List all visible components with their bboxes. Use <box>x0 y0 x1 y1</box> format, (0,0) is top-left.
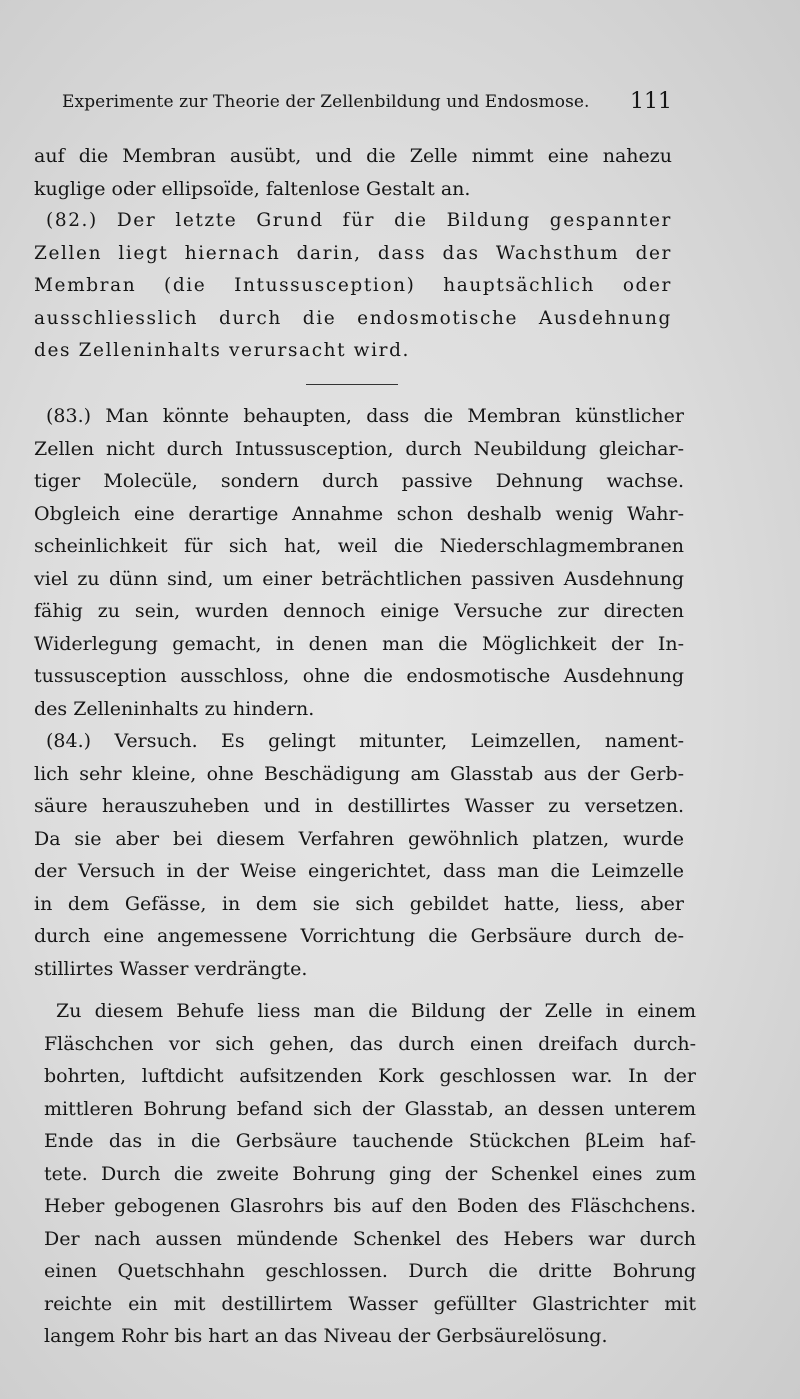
text-line: Ende das in die Gerbsäure tauchende Stückchen βLeim haf- <box>44 1130 696 1152</box>
text-block-middle <box>34 400 684 985</box>
page-header <box>62 84 672 120</box>
text-line: des Zelleninhalts verursacht wird. <box>34 340 410 361</box>
text-line: der Versuch in der Weise eingerichtet, dass man die Leimzelle <box>34 860 684 882</box>
section-divider <box>306 384 398 385</box>
text-line: viel zu dünn sind, um einer beträchtlichen passiven Ausdehnung <box>34 567 684 590</box>
text-line: Da sie aber bei diesem Verfahren gewöhnlich platzen, wurde <box>34 827 684 850</box>
text-line: (82.) Der letzte Grund für die Bildung gespannter <box>46 210 672 231</box>
text-line: Zu diesem Behufe liess man die Bildung der Zelle in einem <box>56 1000 696 1022</box>
text-line: reichte ein mit destillirtem Wasser gefüllter Glastrichter mit <box>44 1292 696 1315</box>
text-line: Widerlegung gemacht, in denen man die Möglichkeit der In- <box>34 632 684 655</box>
text-line: stillirtes Wasser verdrängte. <box>34 957 308 980</box>
text-line: tiger Molecüle, sondern durch passive Dehnung wachse. <box>34 470 684 492</box>
text-line: in dem Gefässe, in dem sie sich gebildet hatte, liess, aber <box>34 892 684 915</box>
page-number: 111 <box>630 89 672 114</box>
running-title: Experimente zur Theorie der Zellenbildung und Endosmose. <box>62 92 590 112</box>
text-line: scheinlichkeit für sich hat, weil die Niederschlagmembranen <box>34 535 684 557</box>
text-line: tete. Durch die zweite Bohrung ging der Schenkel eines zum <box>44 1162 696 1185</box>
text-line: bohrten, luftdicht aufsitzenden Kork geschlossen war. In der <box>44 1065 696 1087</box>
text-line: Zellen liegt hiernach darin, dass das Wachsthum der <box>34 242 672 264</box>
text-line: (83.) Man könnte behaupten, dass die Membran künstlicher <box>46 405 684 427</box>
text-line: säure herauszuheben und in destillirtes Wasser zu versetzen. <box>34 795 684 817</box>
text-line: einen Quetschhahn geschlossen. Durch die dritte Bohrung <box>44 1260 696 1282</box>
text-line: Zellen nicht durch Intussusception, durch Neubildung gleichar- <box>34 437 684 460</box>
text-block-top <box>34 140 672 368</box>
text-line: Der nach aussen mündende Schenkel des Hebers war durch <box>44 1227 696 1250</box>
text-line: kuglige oder ellipsoïde, faltenlose Gestalt an. <box>34 177 471 200</box>
text-line: lich sehr kleine, ohne Beschädigung am Glasstab aus der Gerb- <box>34 762 684 785</box>
text-line: Heber gebogenen Glasrohrs bis auf den Boden des Fläschchens. <box>44 1195 696 1217</box>
text-line: ausschliesslich durch die endosmotische Ausdehnung <box>34 307 672 329</box>
text-line: fähig zu sein, wurden dennoch einige Versuche zur directen <box>34 600 684 622</box>
text-line: des Zelleninhalts zu hindern. <box>34 697 315 720</box>
text-line: langem Rohr bis hart an das Niveau der Gerbsäurelösung. <box>44 1325 608 1347</box>
text-line: (84.) Versuch. Es gelingt mitunter, Leimzellen, nament- <box>46 730 684 752</box>
text-line: tussusception ausschloss, ohne die endosmotische Ausdehnung <box>34 665 684 687</box>
text-line: Membran (die Intussusception) hauptsächlich oder <box>34 275 672 296</box>
text-block-bottom <box>44 995 696 1353</box>
text-line: Obgleich eine derartige Annahme schon deshalb wenig Wahr- <box>34 502 684 525</box>
text-line: durch eine angemessene Vorrichtung die Gerbsäure durch de- <box>34 925 684 947</box>
text-line: mittleren Bohrung befand sich der Glasstab, an dessen unterem <box>44 1097 696 1120</box>
text-line: Fläschchen vor sich gehen, das durch einen dreifach durch- <box>44 1032 696 1055</box>
text-line: auf die Membran ausübt, und die Zelle nimmt eine nahezu <box>34 145 672 167</box>
